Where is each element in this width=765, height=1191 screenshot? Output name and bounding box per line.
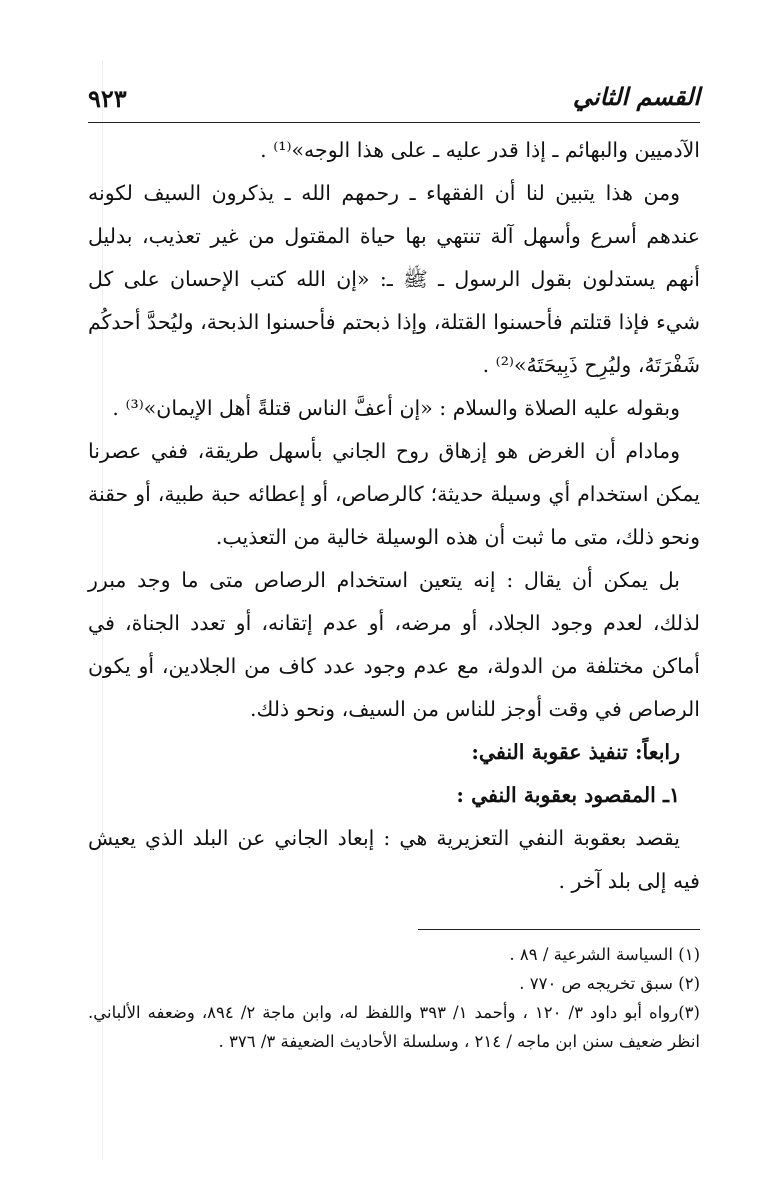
- paragraph-modern-methods: ومادام أن الغرض هو إزهاق روح الجاني بأسهل طريقة، ففي عصرنا يمكن استخدام أي وسيلة حديثة؛ كالرصاص، أو إعطائه حبة طبية، أو حقنة ونحو ذلك، متى ما ثبت أن هذه الوسيلة خالية من التعذيب.: [88, 439, 700, 549]
- paragraph-hadith-faith: وبقوله عليه الصلاة والسلام : «إن أعفَّ الناس قتلةً أهل الإيمان»⁽³⁾ .: [112, 396, 680, 420]
- footnote-divider: [418, 929, 700, 930]
- page-number: ٩٢٣: [88, 84, 127, 113]
- heading-exile-execution: رابعاً: تنفيذ عقوبة النفي:: [471, 740, 680, 764]
- page-header: [88, 78, 700, 123]
- paragraph-exile-definition: يقصد بعقوبة النفي التعزيرية هي : إبعاد الجاني عن البلد الذي يعيش فيه إلى بلد آخر .: [88, 826, 700, 893]
- paragraph-continuation: الآدميين والبهائم ـ إذا قدر عليه ـ على هذا الوجه»⁽¹⁾ .: [260, 138, 700, 162]
- paragraph-sword-reasoning: ومن هذا يتبين لنا أن الفقهاء ـ رحمهم الله ـ يذكرون السيف لكونه عندهم أسرع وأسهل آلة تنتهي بها حياة المقتول من غير تعذيب، بدليل أنهم يستدلون بقول الرسول ـ ﷺ ـ: «إن الله كتب الإحسان على كل شيء فإذا قتلتم فأحسنوا القتلة، وإذا ذبحتم فأحسنوا الذبحة، وليُحدَّ أحدكُم شَفْرَتَهُ، وليُرِح ذَبِيحَتَهُ»⁽²⁾ .: [88, 181, 700, 377]
- footnote-1: (١) السياسة الشرعية / ٨٩ .: [509, 945, 700, 964]
- document-page: [88, 78, 700, 1056]
- paragraph-bullets: بل يمكن أن يقال : إنه يتعين استخدام الرصاص متى ما وجد مبرر لذلك، لعدم وجود الجلاد، أو مرضه، أو عدم إتقانه، أو تعدد الجناة، في أماكن مختلفة من الدولة، مع عدم وجود عدد كاف من الجلادين، أو يكون الرصاص في وقت أوجز للناس من السيف، ونحو ذلك.: [88, 568, 700, 721]
- footnote-2: (٢) سبق تخريجه ص ٧٧٠ .: [519, 974, 700, 993]
- heading-exile-meaning: ١ـ المقصود بعقوبة النفي :: [456, 783, 680, 807]
- footnotes: [88, 940, 700, 1056]
- footnote-3: (٣)رواه أبو داود ٣/ ١٢٠ ، وأحمد ١/ ٣٩٣ واللفظ له، وابن ماجة ٢/ ٨٩٤، وضعفه الألباني. انظر ضعيف سنن ابن ماجه / ٢١٤ ، وسلسلة الأحاديث الضعيفة ٣/ ٣٧٦ .: [88, 1003, 700, 1051]
- body-text: [88, 129, 700, 903]
- section-title: القسم الثاني: [572, 82, 700, 111]
